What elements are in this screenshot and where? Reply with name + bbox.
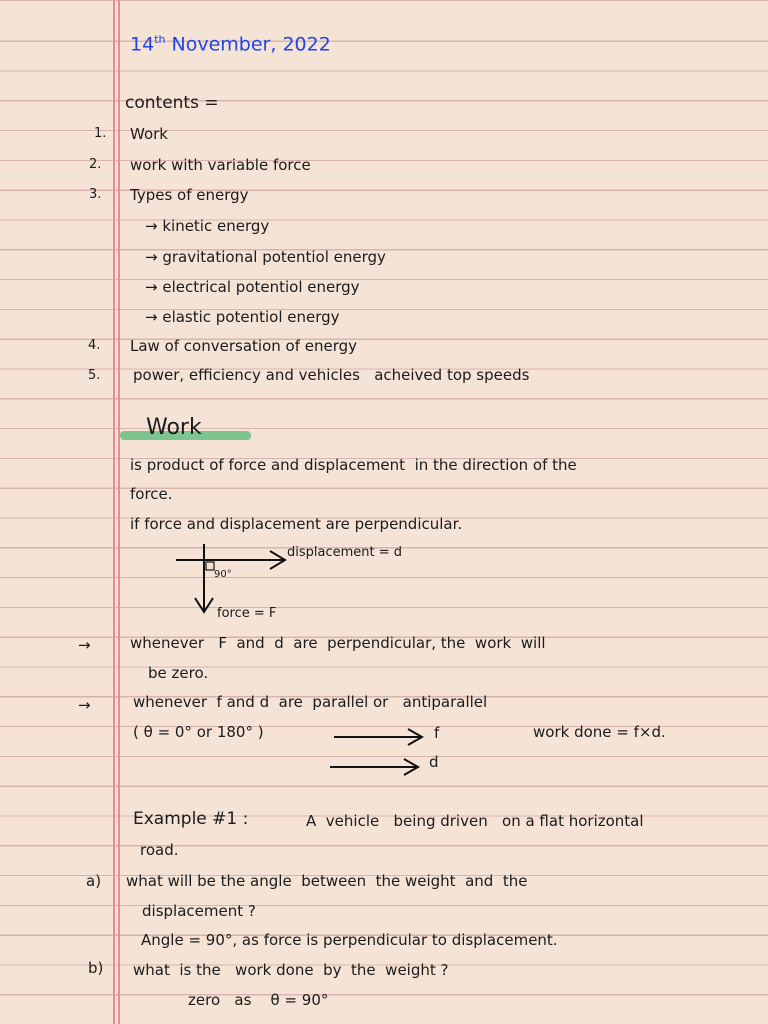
contents-item-5: power, efficiency and vehicles acheived top speeds — [133, 366, 530, 384]
contents-item-1: Work — [130, 125, 168, 143]
rule1-line2: be zero. — [148, 664, 209, 682]
work-perpendicular-line: if force and displacement are perpendicular. — [130, 515, 463, 533]
bullet-arrow-2: → — [78, 696, 91, 714]
rule2-line1: whenever f and d are parallel or antiparallel — [133, 693, 488, 711]
date-suffix: th — [154, 33, 166, 46]
contents-subitem-2: → gravitational potentiol energy — [145, 248, 386, 266]
contents-num-4: 4. — [88, 338, 101, 353]
margin-line-2 — [118, 0, 120, 1024]
margin-line-1 — [113, 0, 115, 1024]
contents-subitem-3: → electrical potentiol energy — [145, 278, 360, 296]
rule1-line1: whenever F and d are perpendicular, the work will — [130, 634, 546, 652]
example-description-line1: A vehicle being driven on a flat horizontal — [306, 812, 644, 830]
rule2-condition: ( θ = 0° or 180° ) — [133, 723, 264, 741]
contents-num-1: 1. — [94, 126, 107, 141]
work-definition-line1: is product of force and displacement in the direction of the — [130, 456, 577, 474]
contents-num-5: 5. — [88, 368, 101, 383]
question-a-line2: displacement ? — [142, 902, 256, 920]
question-a-line1: what will be the angle between the weight and the — [126, 872, 528, 890]
question-a-answer: Angle = 90°, as force is perpendicular to displacement. — [141, 931, 558, 949]
date-day: 14 — [130, 33, 155, 56]
example-description-line2: road. — [140, 841, 179, 859]
angle-label: 90° — [214, 569, 232, 580]
work-heading: Work — [146, 415, 202, 440]
force-label: force = F — [217, 606, 277, 621]
arrow-d-label: d — [429, 753, 439, 771]
example-title: Example #1 : — [133, 809, 249, 829]
contents-item-4: Law of conversation of energy — [130, 337, 358, 355]
contents-subitem-1: → kinetic energy — [145, 217, 270, 235]
bullet-arrow-1: → — [78, 636, 91, 654]
work-definition-line2: force. — [130, 485, 173, 503]
contents-num-3: 3. — [89, 187, 102, 202]
contents-item-2: work with variable force — [130, 156, 311, 174]
question-b-line1: what is the work done by the weight ? — [133, 961, 449, 979]
contents-subitem-4: → elastic potentiol energy — [145, 308, 340, 326]
question-b-label: b) — [88, 959, 104, 977]
date-heading — [130, 30, 331, 54]
contents-num-2: 2. — [89, 157, 102, 172]
contents-title: contents = — [125, 93, 219, 113]
work-done-formula: work done = f×d. — [533, 723, 666, 741]
question-a-label: a) — [86, 872, 102, 890]
displacement-label: displacement = d — [287, 545, 403, 560]
contents-item-3: Types of energy — [130, 186, 249, 204]
date-rest: November, 2022 — [171, 33, 331, 56]
question-b-answer: zero as θ = 90° — [188, 991, 329, 1009]
arrow-f-label: f — [434, 724, 440, 742]
parallel-arrows — [328, 725, 428, 785]
